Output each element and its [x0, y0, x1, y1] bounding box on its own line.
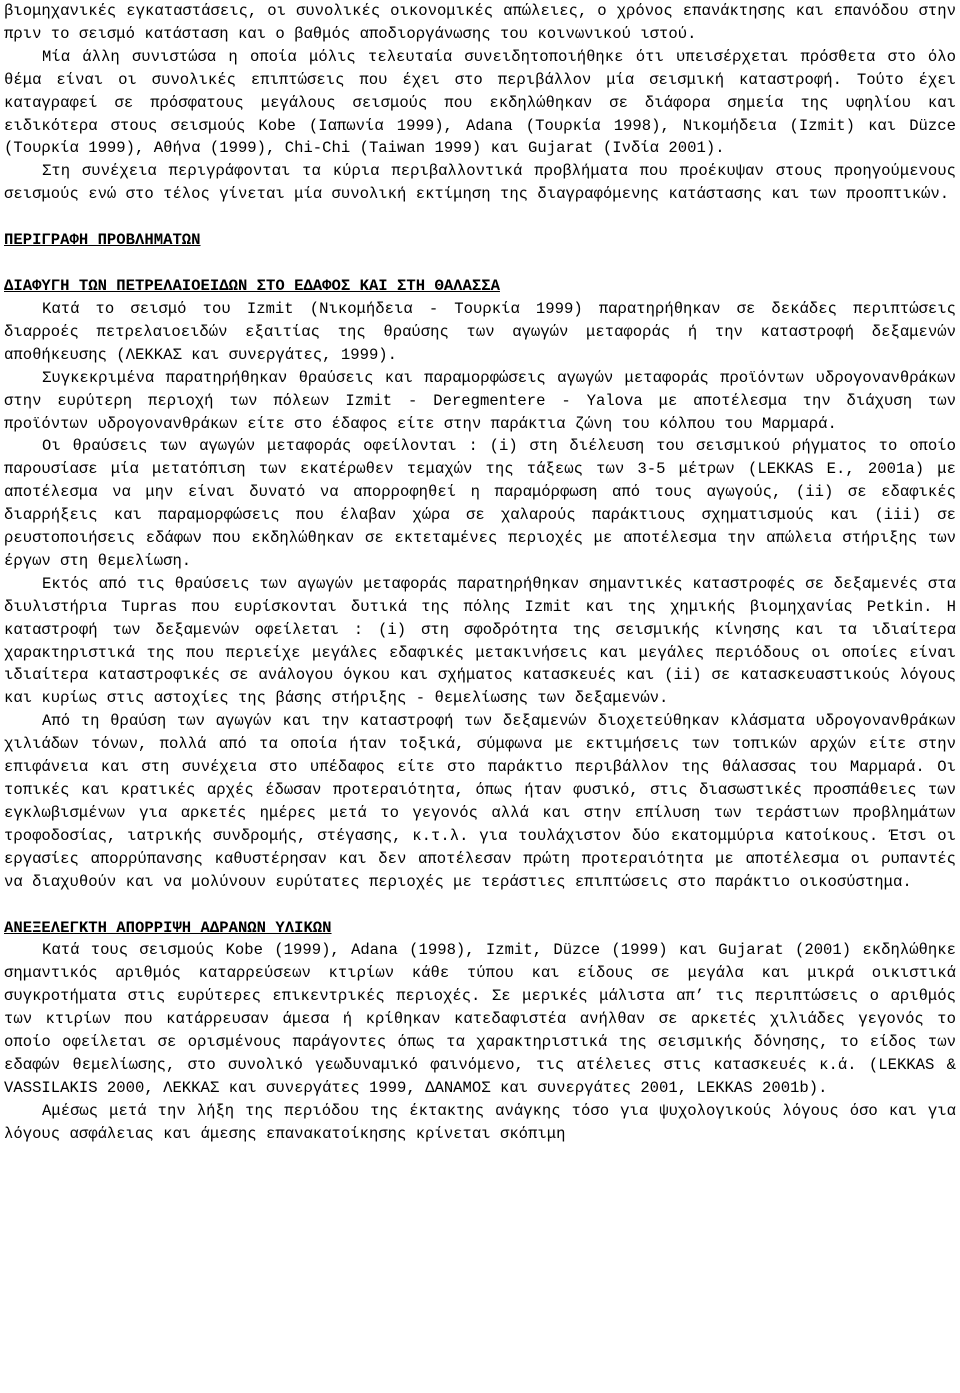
paragraph-environmental-impact: Μία άλλη συνιστώσα η οποία μόλις τελευταία συνειδητοποιήθηκε ότι υπεισέρχεται πρόσθετα στο όλο θέμα είναι οι συνολικές επιπτώσεις που έχει στο περιβάλλον μία σεισμική καταστροφή. Τούτο έχει καταγραφεί σε πρόσφατους μεγάλους σεισμούς που εκδηλώθηκαν σε διάφορα σημεία της υφηλίου και ειδικότερα στους σεισμούς Kobe (Ιαπωνία 1999), Adana (Τουρκία 1998), Νικομήδεια (Izmit) και Düzce (Τουρκία 1999), Αθήνα (1999), Chi-Chi (Taiwan 1999) και Gujarat (Ινδία 2001).: [4, 47, 956, 158]
paragraph-izmit-leaks: Κατά το σεισμό του Izmit (Νικομήδεια - Τουρκία 1999) παρατηρήθηκαν σε δεκάδες περιπτώσεις διαρροές πετρελαιοειδών εξαιτίας της θραύσης των αγωγών μεταφοράς ή την καταστροφή δεξαμενών αποθήκευσης (ΛΕΚΚΑΣ και συνεργάτες, 1999).: [4, 299, 956, 364]
paragraph-post-emergency: Αμέσως μετά την λήξη της περιόδου της έκτακτης ανάγκης τόσο για ψυχολογικούς λόγους όσο και για λόγους ασφάλειας και άμεσης επανακατοίκησης κρίνεται σκόπιμη: [4, 1101, 956, 1143]
section-heading-problem-description: ΠΕΡΙΓΡΑΦΗ ΠΡΟΒΛΗΜΑΤΩΝ: [4, 231, 201, 250]
document-page: [4, 0, 956, 1146]
paragraph-tank-damage: Εκτός από τις θραύσεις των αγωγών μεταφοράς παρατηρήθηκαν σημαντικές καταστροφές σε δεξαμενές στα διυλιστήρια Tupras που ευρίσκονται δυτικά της πόλης Izmit και της χημικής βιομηχανίας Petkin. Η καταστροφή των δεξαμενών οφείλεται : (i) στη σφοδρότητα της σεισμικής κίνησης και τα ιδιαίτερα χαρακτηριστικά της που περιείχε μεγάλες εδαφικές μετακινήσεις και μεγάλες περιόδους οι οποίες είναι ιδιαίτερα καταστροφικές σε ανάλογου όγκου και σχήματος κατασκευές και (ii) σε κατασκευαστικούς λόγους και κυρίως στις αστοχίες της βάσης στήριξης - θεμελίωσης των δεξαμενών.: [4, 574, 956, 708]
paragraph-intro-continuation: βιομηχανικές εγκαταστάσεις, οι συνολικές οικονομικές απώλειες, ο χρόνος επανάκτησης και επανόδου στην πριν το σεισμό κατάσταση και ο βαθμός αποδιοργάνωσης του κοινωνικού ιστού.: [4, 2, 956, 43]
paragraph-pipeline-ruptures: Συγκεκριμένα παρατηρήθηκαν θραύσεις και παραμορφώσεις αγωγών μεταφοράς προϊόντων υδρογονανθράκων στην ευρύτερη περιοχή των πόλεων Izmit - Deregmentere - Yalova με αποτέλεσμα την διάχυση των προϊόντων υδρογονανθράκων είτε στο έδαφος είτε στην παράκτια ζώνη του κόλπου του Μαρμαρά.: [4, 368, 956, 433]
paragraph-building-collapses: Κατά τους σεισμούς Kobe (1999), Adana (1998), Izmit, Düzce (1999) και Gujarat (2001) εκδηλώθηκε σημαντικός αριθμός καταρρεύσεων κτιρίων κάθε τύπου και είδους σε μεγάλα και μικρά οικιστικά συγκροτήματα στις ευρύτερες επικεντρικές περιοχές. Σε μερικές μάλιστα απ’ τις περιπτώσεις ο αριθμός των κτιρίων που κατάρρευσαν άμεσα ή κρίθηκαν κατεδαφιστέα ανήλθαν σε αρκετές χιλιάδες γεγονός το οποίο οφείλεται σε ορισμένους παράγοντες όπως τα χαρακτηριστικά της σεισμικής δόνησης, το είδος των εδαφών θεμελίωσης, στο συνολικό γεωδυναμικό φαινόμενο, τις ατέλειες στις κατασκευές κ.ά. (LEKKAS & VASSILAKIS 2000, ΛΕΚΚΑΣ και συνεργάτες 1999, ΔΑΝΑΜΟΣ και συνεργάτες 2001, LEKKAS 2001b).: [4, 941, 956, 1097]
subsection-heading-oil-leak: ΔΙΑΦΥΓΗ ΤΩΝ ΠΕΤΡΕΛΑΙΟΕΙΔΩΝ ΣΤΟ ΕΔΑΦΟΣ ΚΑΙ ΣΤΗ ΘΑΛΑΣΣΑ: [4, 277, 500, 296]
spacer: [4, 252, 956, 275]
paragraph-overview: Στη συνέχεια περιγράφονται τα κύρια περιβαλλοντικά προβλήματα που προέκυψαν στους προηγούμενους σεισμούς ενώ στο τέλος γίνεται μία συνολική εκτίμηση της διαγραφόμενης κατάστασης και των προοπτικών.: [4, 162, 956, 204]
paragraph-hydrocarbon-spread: Από τη θραύση των αγωγών και την καταστροφή των δεξαμενών διοχετεύθηκαν κλάσματα υδρογονανθράκων χιλιάδων τόνων, πολλά από τα οποία ήταν τοξικά, σύμφωνα με εκτιμήσεις των τοπικών αρχών είτε στην επιφάνεια και στη συνέχεια στο υπέδαφος είτε στο παράκτιο περιβάλλον της θάλασσας του Μαρμαρά. Οι τοπικές και κρατικές αρχές έδωσαν προτεραιότητα, όπως ήταν φυσικό, στις διασωστικές προσπάθειες των εγκλωβισμένων για αρκετές ημέρες μετά το γεγονός αλλά και στην επίλυση των τεράστιων προβλημάτων τροφοδοσίας, ιατρικής συνδρομής, στέγασης, κ.τ.λ. για τουλάχιστον δύο εκατομμύρια κατοίκους. Έτσι οι εργασίες απορρύπανσης καθυστέρησαν και δεν αποτέλεσαν πρώτη προτεραιότητα με αποτέλεσμα οι ρυπαντές να διαχυθούν και να μολύνουν ευρύτατες περιοχές με τεράστιες επιπτώσεις στο παράκτιο οικοσύστημα.: [4, 712, 956, 891]
paragraph-rupture-causes: Οι θραύσεις των αγωγών μεταφοράς οφείλονται : (i) στη διέλευση του σεισμικού ρήγματος το οποίο παρουσίασε μία μετατόπιση των εκατέρωθεν τεμαχών της τάξεως των 3-5 μέτρων (LEKKAS E., 2001a) με αποτέλεσμα να μην είναι δυνατό να απορροφηθεί η παραμόρφωση από τους αγωγούς, (ii) σε εδαφικές διαρρήξεις και παραμορφώσεις που έλαβαν χώρα σε χαλαρούς παράκτιους σχηματισμούς και (iii) σε ρευστοποιήσεις εδάφων που εκδηλώθηκαν σε εκτεταμένες περιοχές με αποτέλεσμα την απώλεια στήριξης των έργων στη θεμελίωση.: [4, 437, 956, 570]
subsection-heading-debris-disposal: ΑΝΕΞΕΛΕΓΚΤΗ ΑΠΟΡΡΙΨΗ ΑΔΡΑΝΩΝ ΥΛΙΚΩΝ: [4, 918, 332, 937]
